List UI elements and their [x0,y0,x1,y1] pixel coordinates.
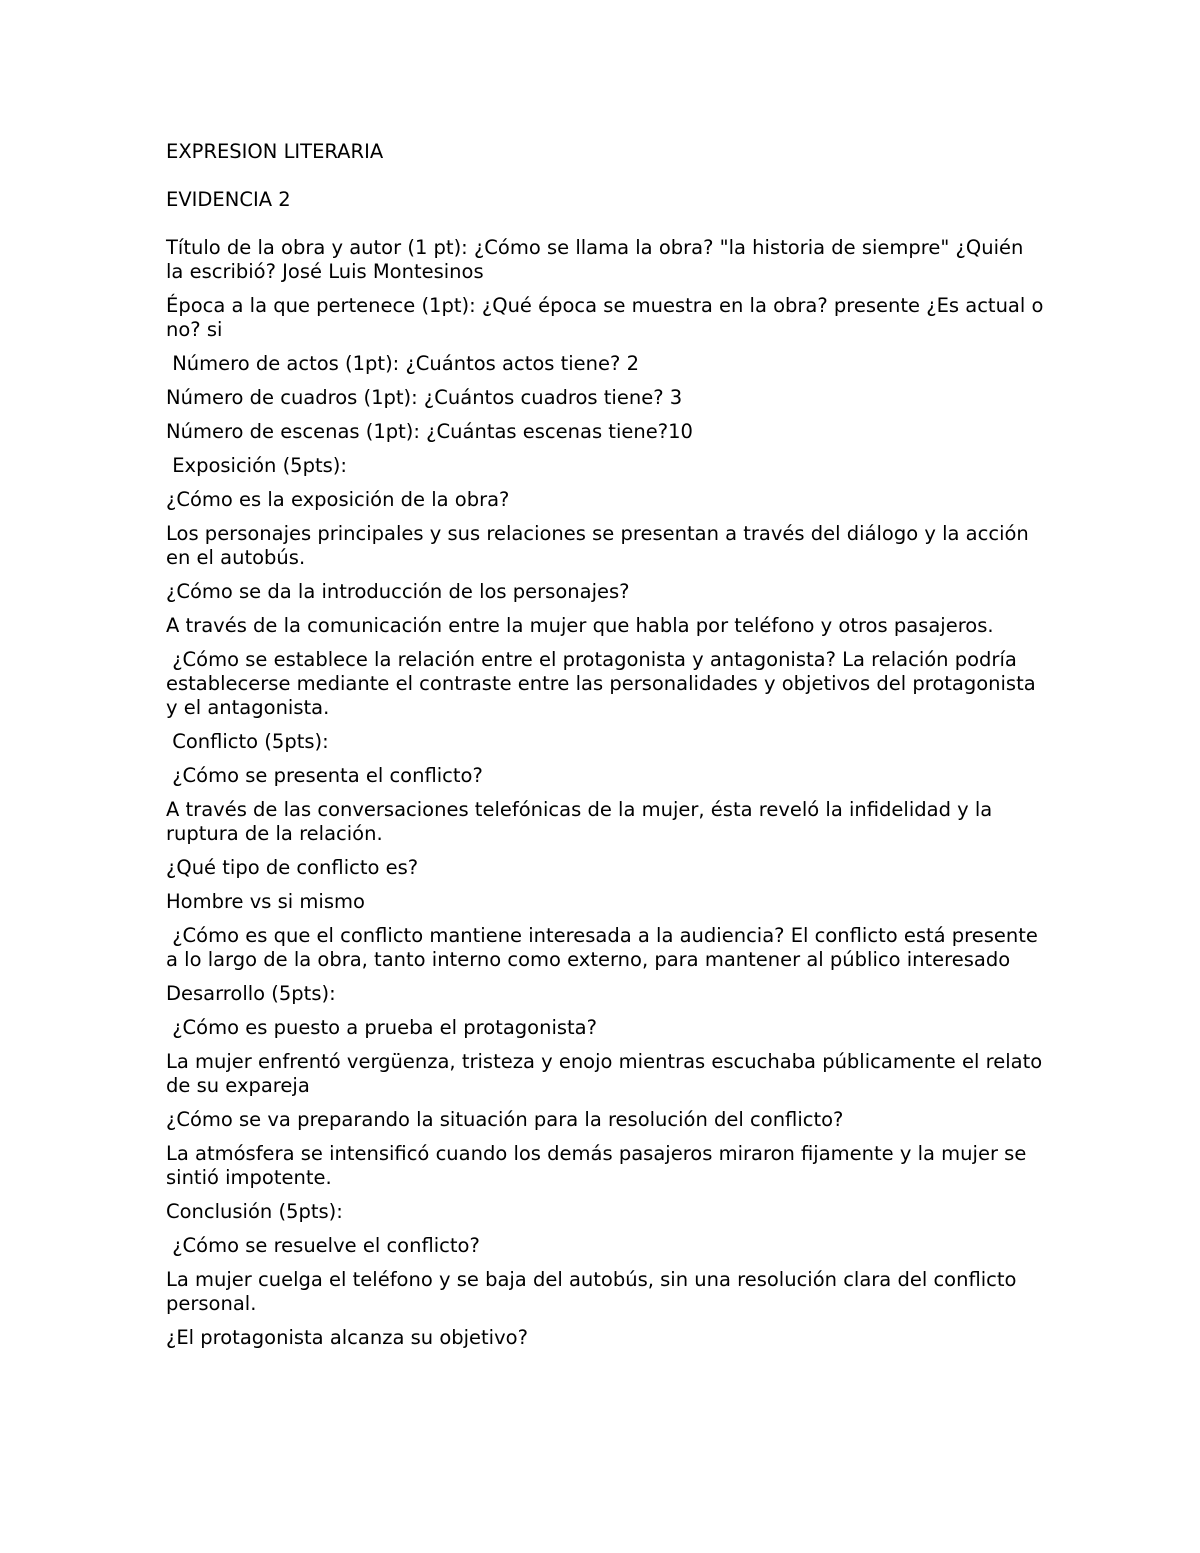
paragraph-actos: Número de actos (1pt): ¿Cuántos actos tiene? 2 [166,352,639,375]
document-body [166,140,1050,1360]
answer-resolucion: La mujer cuelga el teléfono y se baja del autobús, sin una resolución clara del conflicto personal. [166,1268,1023,1315]
paragraph-escenas: Número de escenas (1pt): ¿Cuántas escenas tiene?10 [166,420,693,443]
question-exposicion: ¿Cómo es la exposición de la obra? [166,488,510,511]
question-tipo-conflicto: ¿Qué tipo de conflicto es? [166,856,419,879]
question-prueba: ¿Cómo es puesto a prueba el protagonista? [166,1016,597,1039]
document-title: EXPRESION LITERARIA [166,140,384,163]
section-heading-desarrollo: Desarrollo (5pts): [166,982,336,1005]
paragraph-audiencia: ¿Cómo es que el conflicto mantiene interesada a la audiencia? El conflicto está presente a lo largo de la obra, tanto interno como externo, para mantener al público interesado [166,924,1045,971]
paragraph-cuadros: Número de cuadros (1pt): ¿Cuántos cuadros tiene? 3 [166,386,683,409]
question-conflicto: ¿Cómo se presenta el conflicto? [166,764,483,787]
paragraph-titulo: Título de la obra y autor (1 pt): ¿Cómo se llama la obra? "la historia de siempre" ¿Quién la escribió? José Luis Montesinos [166,236,1030,283]
answer-preparacion: La atmósfera se intensificó cuando los demás pasajeros miraron fijamente y la mujer se sintió impotente. [166,1142,1033,1189]
question-resolucion: ¿Cómo se resuelve el conflicto? [166,1234,480,1257]
section-heading-conclusion: Conclusión (5pts): [166,1200,343,1223]
answer-prueba: La mujer enfrentó vergüenza, tristeza y enojo mientras escuchaba públicamente el relato de su expareja [166,1050,1049,1097]
paragraph-relacion: ¿Cómo se establece la relación entre el protagonista y antagonista? La relación podría establecerse mediante el contraste entre las personalidades y objetivos del protagonista y el antagonista. [166,648,1042,719]
document-subtitle: EVIDENCIA 2 [166,188,291,211]
question-objetivo: ¿El protagonista alcanza su objetivo? [166,1326,528,1349]
answer-tipo-conflicto: Hombre vs si mismo [166,890,365,913]
section-heading-conflicto: Conflicto (5pts): [166,730,329,753]
answer-conflicto: A través de las conversaciones telefónicas de la mujer, ésta reveló la infidelidad y la ruptura de la relación. [166,798,999,845]
paragraph-epoca: Época a la que pertenece (1pt): ¿Qué época se muestra en la obra? presente ¿Es actual o no? si [166,294,1050,341]
question-preparacion: ¿Cómo se va preparando la situación para la resolución del conflicto? [166,1108,844,1131]
answer-introduccion: A través de la comunicación entre la mujer que habla por teléfono y otros pasajeros. [166,614,994,637]
answer-exposicion: Los personajes principales y sus relaciones se presentan a través del diálogo y la acción en el autobús. [166,522,1035,569]
question-introduccion: ¿Cómo se da la introducción de los personajes? [166,580,630,603]
section-heading-exposicion: Exposición (5pts): [166,454,347,477]
